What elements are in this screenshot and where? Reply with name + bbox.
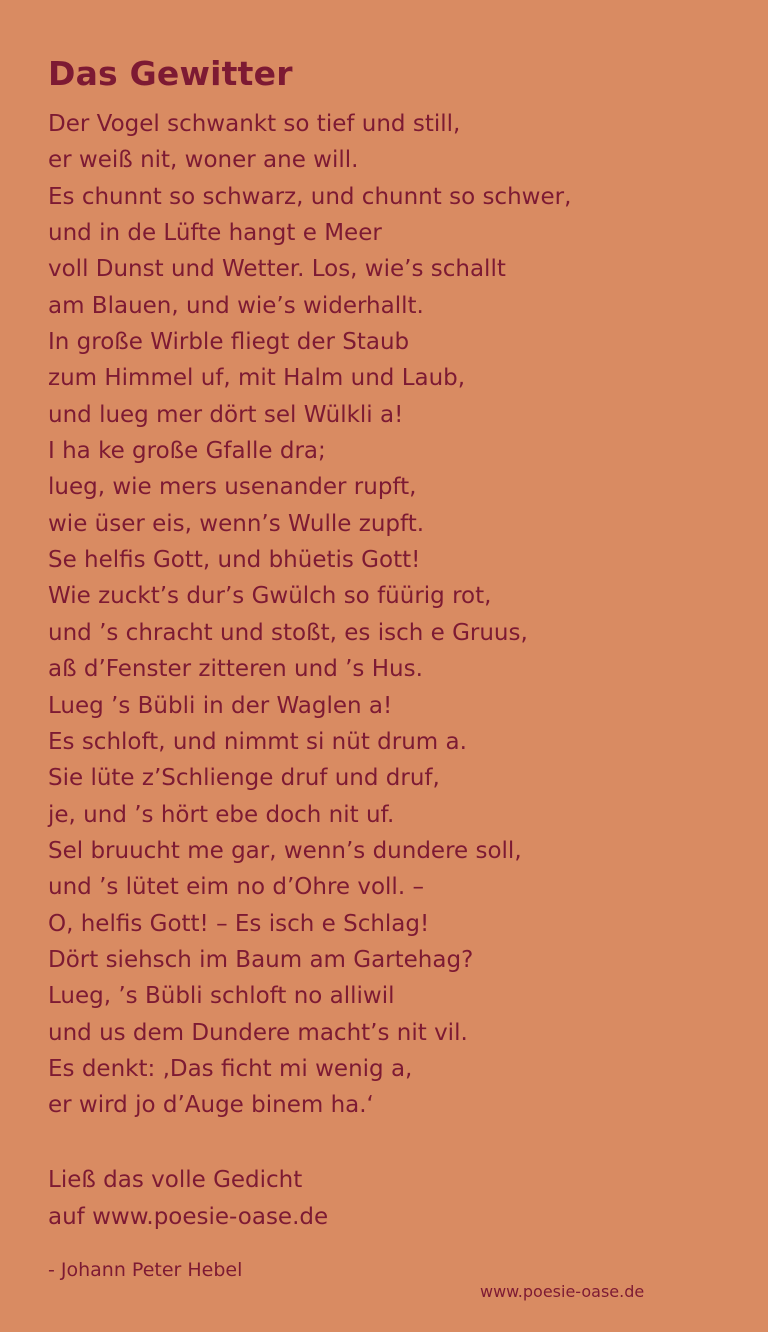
poem-line: und ’s chracht und stoßt, es isch e Gruus,: [48, 619, 528, 646]
poem-line: wie üser eis, wenn’s Wulle zupft.: [48, 510, 425, 537]
poem-line: und ’s lütet eim no d’Ohre voll. –: [48, 874, 424, 901]
poem-line: er wird jo d’Auge binem ha.‘: [48, 1092, 374, 1119]
read-more-note: [48, 1162, 738, 1236]
poem-line: Dört siehsch im Baum am Gartehag?: [48, 946, 474, 973]
read-more-line: Ließ das volle Gedicht: [48, 1167, 303, 1193]
poem-line: Sel bruucht me gar, wenn’s dundere soll,: [48, 837, 522, 864]
poem-line: Sie lüte z’Schlienge druf und druf,: [48, 765, 440, 792]
poem-line: Es chunnt so schwarz, und chunnt so schwer,: [48, 183, 572, 210]
poem-line: Se helfis Gott, und bhüetis Gott!: [48, 547, 421, 574]
poem-line: Der Vogel schwankt so tief und still,: [48, 111, 461, 137]
poem-line: O, helfis Gott! – Es isch e Schlag!: [48, 910, 430, 937]
poem-line: und lueg mer dört sel Wülkli a!: [48, 401, 404, 428]
poem-line: aß d’Fenster zitteren und ’s Hus.: [48, 656, 423, 683]
poem-line: je, und ’s hört ebe doch nit uf.: [48, 801, 395, 828]
poem-line: er weiß nit, woner ane will.: [48, 147, 359, 174]
poem-line: Lueg, ’s Bübli schloft no alliwil: [48, 983, 395, 1010]
poem-author: - Johann Peter Hebel: [48, 1259, 243, 1281]
poem-line: Es schloft, und nimmt si nüt drum a.: [48, 728, 467, 755]
poem-line: am Blauen, und wie’s widerhallt.: [48, 292, 424, 319]
poem-line: I ha ke große Gfalle dra;: [48, 438, 326, 465]
poem-line: und in de Lüfte hangt e Meer: [48, 220, 382, 247]
poem-line: Lueg ’s Bübli in der Waglen a!: [48, 692, 393, 719]
poem-line: Es denkt: ‚Das ficht mi wenig a,: [48, 1055, 413, 1082]
poem-line: lueg, wie mers usenander rupft,: [48, 474, 417, 501]
poem-line: zum Himmel uf, mit Halm und Laub,: [48, 365, 466, 392]
poem-line: voll Dunst und Wetter. Los, wie’s schallt: [48, 256, 506, 283]
site-watermark: www.poesie-oase.de: [480, 1282, 645, 1301]
poem-line: In große Wirble fliegt der Staub: [48, 329, 410, 356]
poem-line: und us dem Dundere macht’s nit vil.: [48, 1019, 468, 1046]
poem-line: Wie zuckt’s dur’s Gwülch so füürig rot,: [48, 583, 492, 610]
poem-title: Das Gewitter: [48, 54, 293, 93]
read-more-url: auf www.poesie-oase.de: [48, 1204, 329, 1230]
poem-body: [48, 106, 738, 1124]
